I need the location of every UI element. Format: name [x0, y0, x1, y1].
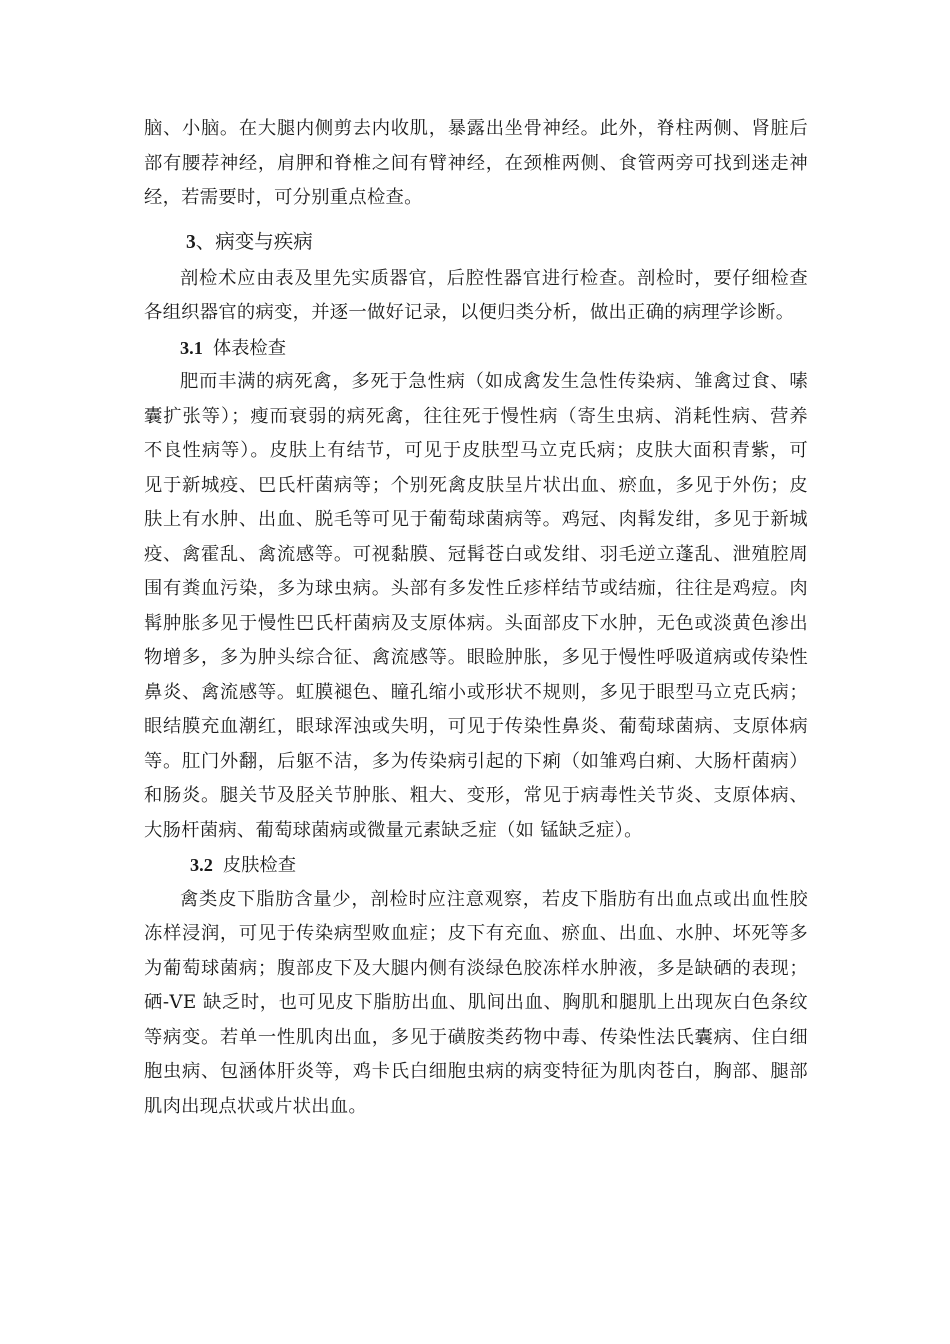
section-3-paragraph [144, 262, 808, 331]
text-line: 鼻炎、禽流感等。虹膜褪色、瞳孔缩小或形状不规则，多见于眼型马立克氏病； [144, 681, 808, 703]
section-3-1-title: 体表检查 [212, 337, 286, 359]
text-line: 肥而丰满的病死禽，多死于急性病（如成禽发生急性传染病、雏禽过食、嗉 [180, 371, 808, 392]
text-line: 脑、小脑。在大腿内侧剪去内收肌，暴露出坐骨神经。此外，脊柱两侧、肾脏后 [144, 118, 808, 139]
text-line: 围有粪血污染，多为球虫病。头部有多发性丘疹样结节或结痂，往往是鸡痘。肉 [144, 578, 808, 599]
text-line: 剖检术应由表及里先实质器官，后腔性器官进行检查。剖检时，要仔细检查 [180, 267, 808, 289]
text-line: 不良性病等）。皮肤上有结节，可见于皮肤型马立克氏病；皮肤大面积青紫，可 [144, 440, 808, 461]
section-3-heading [144, 222, 808, 262]
text-line: 硒-VE 缺乏时，也可见皮下脂肪出血、肌间出血、胸肌和腿肌上出现灰白色条纹 [144, 992, 808, 1013]
text-line: 经，若需要时，可分别重点检查。 [144, 187, 423, 208]
text-line: 胞虫病、包涵体肝炎等，鸡卡氏白细胞虫病的病变特征为肌肉苍白，胸部、腿部 [144, 1061, 808, 1082]
section-3-title: 、病变与疾病 [195, 229, 313, 253]
text-line: 禽类皮下脂肪含量少，剖检时应注意观察，若皮下脂肪有出血点或出血性胶 [180, 888, 808, 910]
text-line: 见于新城疫、巴氏杆菌病等；个别死禽皮肤呈片状出血、瘀血，多见于外伤；皮 [144, 474, 808, 496]
section-3-2-title: 皮肤检查 [222, 855, 296, 876]
intro-paragraph [144, 112, 808, 216]
text-line: 髯肿胀多见于慢性巴氏杆菌病及支原体病。头面部皮下水肿，无色或淡黄色渗出 [144, 612, 808, 634]
text-line: 疫、禽霍乱、禽流感等。可视黏膜、冠髯苍白或发绀、羽毛逆立蓬乱、泄殖腔周 [144, 543, 808, 565]
document-page [144, 112, 808, 1124]
text-line: 等病变。若单一性肌肉出血，多见于磺胺类药物中毒、传染性法氏囊病、住白细 [144, 1026, 808, 1048]
text-line: 眼结膜充血潮红，眼球浑浊或失明，可见于传染性鼻炎、葡萄球菌病、支原体病 [144, 716, 808, 737]
section-3-2-heading [144, 848, 808, 883]
text-line: 肌肉出现点状或片状出血。 [144, 1095, 367, 1117]
section-3-1-paragraph [144, 365, 808, 848]
text-line: 物增多，多为肿头综合征、禽流感等。眼睑肿胀，多见于慢性呼吸道病或传染性 [144, 647, 808, 668]
text-line: 囊扩张等）；瘦而衰弱的病死禽，往往死于慢性病（寄生虫病、消耗性病、营养 [144, 405, 808, 427]
section-3-2-paragraph [144, 883, 808, 1125]
text-line: 和肠炎。腿关节及胫关节肿胀、粗大、变形，常见于病毒性关节炎、支原体病、 [144, 785, 808, 806]
text-line: 各组织器官的病变，并逐一做好记录，以便归类分析，做出正确的病理学诊断。 [144, 302, 795, 323]
text-line: 部有腰荐神经，肩胛和脊椎之间有臂神经，在颈椎两侧、食管两旁可找到迷走神 [144, 152, 808, 174]
text-line: 冻样浸润，可见于传染病型败血症；皮下有充血、瘀血、出血、水肿、坏死等多 [144, 923, 808, 944]
section-3-number: 3 [186, 231, 196, 253]
section-3-1-number: 3.1 [180, 337, 203, 358]
text-line: 大肠杆菌病、葡萄球菌病或微量元素缺乏症（如 锰缺乏症）。 [144, 819, 643, 841]
text-line: 等。肛门外翻，后躯不洁，多为传染病引起的下痢（如雏鸡白痢、大肠杆菌病） [144, 750, 808, 772]
text-line: 为葡萄球菌病；腹部皮下及大腿内侧有淡绿色胶冻样水肿液，多是缺硒的表现； [144, 957, 808, 979]
text-line: 肤上有水肿、出血、脱毛等可见于葡萄球菌病等。鸡冠、肉髯发绀，多见于新城 [144, 509, 808, 530]
section-3-1-heading [144, 331, 808, 366]
section-3-2-number: 3.2 [190, 855, 213, 875]
